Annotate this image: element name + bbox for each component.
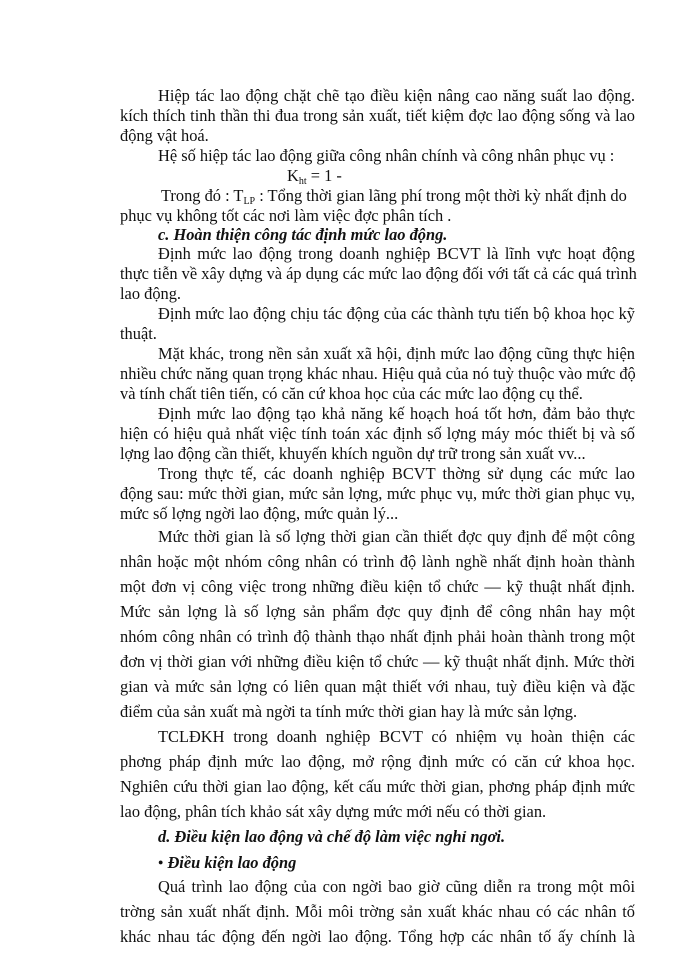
paragraph-line: Hệ số hiệp tác lao động giữa công nhân chính và công nhân phục vụ : — [158, 146, 615, 165]
paragraph-line: kích thích tinh thần thi đua trong sản xuất, tiết kiệm đợc lao động sống và lao — [120, 106, 635, 125]
paragraph-line: nhân hoặc một nhóm công nhân có trình độ lành nghề nhất định hoàn thành — [120, 552, 635, 571]
paragraph-line: lao động. — [120, 284, 182, 303]
paragraph-line: Mặt khác, trong nền sản xuất xã hội, định mức lao động cũng thực hiện — [158, 344, 635, 363]
paragraph-line: Trong đó : $T_{LP}$ : Tổng thời gian lãng phí trong một thời kỳ nhất định do — [161, 186, 627, 207]
subscript: LP — [243, 196, 256, 207]
paragraph-line: lao động, phân tích khảo sát xây dựng mức mới nếu có thời gian. — [120, 802, 547, 821]
paragraph-line: đơn vị thời gian với những điều kiện tổ chức — kỹ thuật nhất định. Mức thời — [120, 652, 635, 671]
formula-symbol: K — [287, 166, 299, 185]
paragraph-line: TCLĐKH trong doanh nghiệp BCVT có nhiệm vụ hoàn thiện các — [158, 727, 635, 746]
paragraph-line: động vật hoá. — [120, 126, 209, 145]
paragraph-line: hiện có hiệu quả nhất việc tính toán xác định số lợng máy móc thiết bị và số — [120, 424, 635, 443]
paragraph-line: Định mức lao động tạo khả năng kế hoạch hoá tốt hơn, đảm bảo thực — [158, 404, 635, 423]
paragraph-line: một đơn vị công việc trong những điều kiện tổ chức — kỹ thuật nhất định. — [120, 577, 635, 596]
paragraph-line: nhóm công nhân có trình độ thành thạo nhất định phải hoàn thành trong một — [120, 627, 635, 646]
formula-rhs: = 1 - — [306, 166, 342, 185]
paragraph-line: lợng lao động cần thiết, khuyến khích nguồn dự trữ trong sản xuất vv... — [120, 444, 586, 463]
paragraph-line: Quá trình lao động của con ngời bao giờ cũng diễn ra trong một môi — [158, 877, 635, 896]
paragraph-line: Hiệp tác lao động chặt chẽ tạo điều kiện nâng cao năng suất lao động. — [158, 86, 635, 105]
paragraph-line: Định mức lao động trong doanh nghiệp BCVT là lĩnh vực hoạt động — [158, 244, 635, 263]
paragraph-line: Mức sản lợng là số lợng sản phẩm đợc quy định để công nhân hay một — [120, 602, 635, 621]
paragraph-line: Nghiên cứu thời gian lao động, kết cấu mức thời gian, phơng pháp định mức — [120, 777, 635, 796]
section-heading-c: c. Hoàn thiện công tác định mức lao động. — [158, 225, 448, 244]
paragraph-line: khác nhau tác động đến ngời lao động. Tổng hợp các nhân tố ấy chính là — [120, 927, 635, 946]
paragraph-line: phục vụ không tốt các nơi làm việc đợc phân tích . — [120, 206, 452, 225]
paragraph-line: trờng sản xuất nhất định. Mỗi môi trờng sản xuất khác nhau có các nhân tố — [120, 902, 635, 921]
paragraph-line: Định mức lao động chịu tác động của các thành tựu tiến bộ khoa học kỹ — [158, 304, 635, 323]
formula-subscript: ht — [298, 176, 307, 187]
paragraph-line: Mức thời gian là số lợng thời gian cần thiết đợc quy định để một công — [158, 527, 635, 546]
paragraph-line: thuật. — [120, 324, 157, 343]
paragraph-line: Trong thực tế, các doanh nghiệp BCVT thờng sử dụng các mức lao — [158, 464, 635, 483]
paragraph-line: phơng pháp định mức lao động, mở rộng định mức có căn cứ khoa học. — [120, 752, 635, 771]
paragraph-line: động sau: mức thời gian, mức sản lợng, mức phục vụ, mức thời gian phục vụ, — [120, 484, 635, 503]
paragraph-line: thực tiễn về xây dựng và áp dụng các mức lao động đối với tất cả các quá trình — [120, 264, 637, 283]
paragraph-line: nhiều chức năng quan trọng khác nhau. Hiệu quả của nó tuỳ thuộc vào mức độ — [120, 364, 636, 383]
paragraph-line: gian và mức sản lợng có liên quan mật thiết với nhau, tuỳ điều kiện và đặc — [120, 677, 635, 696]
section-heading-d: d. Điều kiện lao động và chế độ làm việc nghỉ ngơi. — [158, 827, 506, 846]
paragraph-line: mức số lợng ngời lao động, mức quản lý... — [120, 504, 399, 523]
paragraph-line: điểm của sản xuất mà ngời ta tính mức thời gian hay là mức sản lợng. — [120, 702, 578, 721]
paragraph-line: và tính chất tiên tiến, có căn cứ khoa học của các mức lao động cụ thể. — [120, 384, 583, 403]
bullet-icon: ● — [158, 857, 164, 867]
bullet-heading: ● Điều kiện lao động — [158, 853, 297, 872]
